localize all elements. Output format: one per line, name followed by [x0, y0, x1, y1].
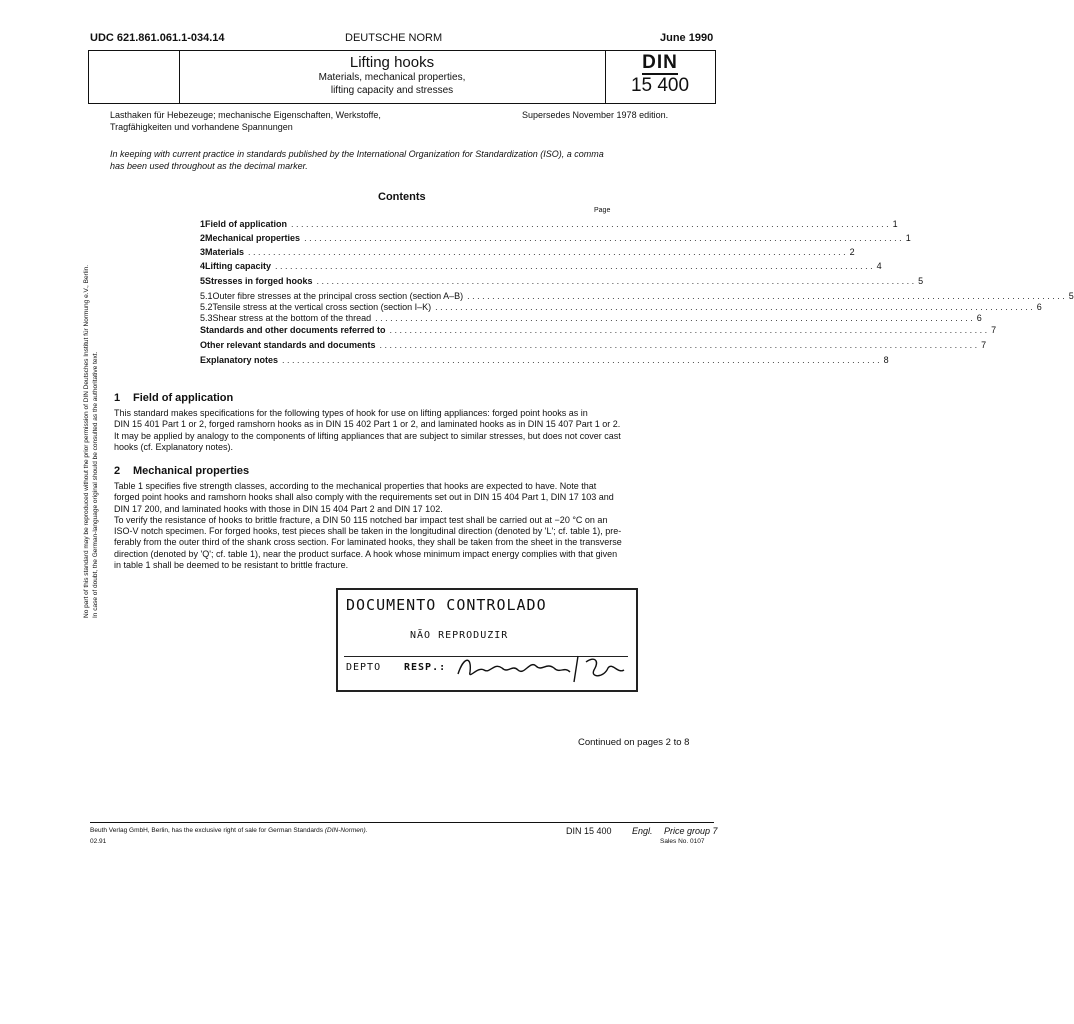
toc-number: 4	[200, 261, 206, 271]
udc-code: UDC 621.861.061.1-034.14	[90, 32, 225, 44]
section-1-body	[114, 408, 714, 453]
body-line: DIN 17 200, and laminated hooks with those in DIN 15 404 Part 2 and DIN 17 102.	[114, 503, 443, 514]
toc-label: Shear stress at the bottom of the thread	[212, 313, 372, 323]
toc-label: Standards and other documents referred to	[200, 325, 386, 335]
toc-label: Mechanical properties	[205, 233, 301, 243]
toc-row	[200, 325, 997, 335]
iso-note-1: In keeping with current practice in standards published by the International Organization for Standardization (ISO), a comma	[110, 149, 604, 159]
section-1-number: 1	[114, 392, 121, 404]
publisher-din-normen: (DIN-Normen).	[324, 827, 368, 834]
publisher-note	[90, 827, 367, 834]
toc-number: 5.2	[200, 302, 213, 312]
iso-note-2: has been used throughout as the decimal marker.	[110, 161, 308, 171]
body-line: hooks (cf. Explanatory notes).	[114, 441, 234, 452]
din-logo: DIN	[642, 52, 678, 73]
toc-page: 6	[976, 313, 982, 323]
toc-label: Other relevant standards and documents	[200, 340, 376, 350]
toc-leader-dots: . . . . . . . . . . . . . . . . . . . . . . . . . . . . . . . . . . . . . . . . . . . . . . . . . . . . . . . . . . . . . . . . . . . . . . . . . . . . . . . . . . . . . . . . . . . . . . . . . . . . . . . . . . . . . . . . . . . . . . . .	[248, 247, 846, 257]
supersedes-note: Supersedes November 1978 edition.	[522, 110, 669, 120]
footer-din-ref: DIN 15 400	[566, 826, 612, 836]
copyright-side-note	[82, 238, 100, 618]
toc-label: Field of application	[205, 219, 288, 229]
body-line: It may be applied by analogy to the components of lifting appliances that are subject to similar stresses, but does not cover cast	[114, 430, 621, 441]
toc-leader-dots: . . . . . . . . . . . . . . . . . . . . . . . . . . . . . . . . . . . . . . . . . . . . . . . . . . . . . . . . . . . . . . . . . . . . . . . . . . . . . . . . . . . . . . . . . . . . . . . . . . . . . . . . . . . . . . . . . . . . . . . .	[275, 261, 873, 271]
document-title: Lifting hooks	[349, 54, 435, 71]
stamp-depto: DEPTO	[346, 662, 382, 673]
footer-language: Engl.	[632, 826, 653, 836]
toc-page: 5	[1068, 291, 1074, 301]
contents-heading: Contents	[378, 191, 426, 203]
stamp-no-reproduce: NÃO REPRODUZIR	[410, 630, 509, 641]
toc-page: 7	[991, 325, 997, 335]
toc-label: Lifting capacity	[205, 261, 272, 271]
section-2-body	[114, 481, 714, 571]
toc-leader-dots: . . . . . . . . . . . . . . . . . . . . . . . . . . . . . . . . . . . . . . . . . . . . . . . . . . . . . . . . . . . . . . . . . . . . . . . . . . . . . . . . . . . . . . . . . . . . . . . . . . . . . . . . . . . . . . . . . . . . . . . .	[379, 340, 978, 350]
toc-row	[200, 313, 982, 323]
footer-price-group: Price group 7	[664, 826, 718, 836]
stamp-title: DOCUMENTO CONTROLADO	[346, 596, 547, 614]
body-line: ISO-V notch specimen. For forged hooks, test pieces shall be taken in the longitudinal direction (denoted by 'L'; cf. table 1), pre-	[114, 526, 622, 537]
body-line: This standard makes specifications for the following types of hook for use on lifting appliances: forged point hooks as in	[114, 408, 588, 418]
footer-code: 02.91	[90, 838, 107, 845]
toc-row	[200, 355, 889, 365]
body-line: DIN 15 401 Part 1 or 2, forged ramshorn hooks as in DIN 15 402 Part 1 or 2, and laminated hooks as in DIN 15 407 Part 1 or 2.	[114, 419, 621, 430]
body-line: ferably from the outer third of the shank cross section. For laminated hooks, they shall be taken from the sheet in the transverse	[114, 537, 622, 548]
toc-page: 1	[892, 219, 898, 229]
body-line: Table 1 specifies five strength classes, according to the mechanical properties that hooks are expected to have. Note that	[114, 481, 597, 491]
din-number: 15 400	[630, 75, 690, 96]
toc-row	[200, 247, 855, 257]
side-note-line-1: No part of this standard may be reproduced without the prior permission of DIN Deutsches Institut für Normung e.V., Berlin.	[83, 264, 90, 618]
continued-note: Continued on pages 2 to 8	[578, 737, 690, 748]
toc-row	[200, 261, 882, 271]
toc-page: 7	[981, 340, 987, 350]
toc-number: 5	[200, 276, 206, 286]
toc-page: 6	[1036, 302, 1042, 312]
section-2-number: 2	[114, 465, 121, 477]
stamp-resp: RESP.:	[404, 662, 447, 673]
document-subtitle-2: lifting capacity and stresses	[330, 85, 454, 96]
toc-row	[200, 340, 987, 350]
publisher-text: Beuth Verlag GmbH, Berlin, has the exclusive right of sale for German Standards	[90, 827, 324, 834]
toc-label: Explanatory notes	[200, 355, 279, 365]
toc-leader-dots: . . . . . . . . . . . . . . . . . . . . . . . . . . . . . . . . . . . . . . . . . . . . . . . . . . . . . . . . . . . . . . . . . . . . . . . . . . . . . . . . . . . . . . . . . . . . . . . . . . . . . . . . . . . . . . . . . . . . . . . .	[304, 233, 902, 243]
toc-page: 1	[905, 233, 911, 243]
footer-sales-number: Sales No. 0107	[660, 838, 705, 845]
toc-number: 3	[200, 247, 206, 257]
toc-leader-dots: . . . . . . . . . . . . . . . . . . . . . . . . . . . . . . . . . . . . . . . . . . . . . . . . . . . . . . . . . . . . . . . . . . . . . . . . . . . . . . . . . . . . . . . . . . . . . . . . . . . . . . . . . . . . . . . . . . . . . . . .	[291, 219, 889, 229]
toc-page: 5	[918, 276, 924, 286]
body-line: To verify the resistance of hooks to brittle fracture, a DIN 50 115 notched bar impact test shall be carried out at −20 °C on an	[114, 514, 608, 525]
toc-leader-dots: . . . . . . . . . . . . . . . . . . . . . . . . . . . . . . . . . . . . . . . . . . . . . . . . . . . . . . . . . . . . . . . . . . . . . . . . . . . . . . . . . . . . . . . . . . . . . . . . . . . . . . . . . . . . . . . . . . . . . . . .	[282, 355, 880, 365]
toc-page: 8	[883, 355, 889, 365]
toc-number: 2	[200, 233, 206, 243]
controlled-document-stamp	[336, 588, 638, 692]
toc-row	[200, 302, 1042, 312]
issue-date: June 1990	[660, 32, 714, 44]
toc-page: 2	[849, 247, 855, 257]
german-title-2: Tragfähigkeiten und vorhandene Spannungen	[110, 122, 293, 132]
toc-label: Materials	[205, 247, 245, 257]
title-box	[88, 50, 716, 104]
toc-leader-dots: . . . . . . . . . . . . . . . . . . . . . . . . . . . . . . . . . . . . . . . . . . . . . . . . . . . . . . . . . . . . . . . . . . . . . . . . . . . . . . . . . . . . . . . . . . . . . . . . . . . . . . . . . . . . . . . . . . . . . . . .	[316, 276, 915, 286]
toc-number: 5.3	[200, 313, 213, 323]
section-1-heading: Field of application	[133, 392, 234, 404]
toc-row	[200, 291, 1074, 301]
toc-label: Outer fibre stresses at the principal cross section (section A–B)	[212, 291, 464, 301]
body-line: direction (denoted by 'Q'; cf. table 1), near the product surface. A hook whose minimum impact energy complies with that given	[114, 548, 618, 559]
body-line: in table 1 shall be deemed to be resistant to brittle fracture.	[114, 560, 349, 571]
side-note-line-2: In case of doubt, the German-language original should be consulted as the authoritative text.	[92, 351, 99, 618]
section-2-heading: Mechanical properties	[133, 465, 250, 477]
norm-label: DEUTSCHE NORM	[345, 32, 443, 44]
german-title-1: Lasthaken für Hebezeuge; mechanische Eigenschaften, Werkstoffe,	[110, 110, 381, 120]
signature-image	[454, 652, 630, 686]
document-subtitle-1: Materials, mechanical properties,	[318, 72, 466, 83]
toc-number: 1	[200, 219, 206, 229]
toc-leader-dots: . . . . . . . . . . . . . . . . . . . . . . . . . . . . . . . . . . . . . . . . . . . . . . . . . . . . . . . . . . . . . . . . . . . . . . . . . . . . . . . . . . . . . . . . . . . . . . . . . . . . . . . . . . . . . . . . . . . . . . . .	[467, 291, 1065, 301]
toc-leader-dots: . . . . . . . . . . . . . . . . . . . . . . . . . . . . . . . . . . . . . . . . . . . . . . . . . . . . . . . . . . . . . . . . . . . . . . . . . . . . . . . . . . . . . . . . . . . . . . . . . . . . . . . . . . . . . . . . . . . . . . . .	[375, 313, 973, 323]
toc-row	[200, 219, 898, 229]
toc-row	[200, 276, 924, 286]
toc-leader-dots: . . . . . . . . . . . . . . . . . . . . . . . . . . . . . . . . . . . . . . . . . . . . . . . . . . . . . . . . . . . . . . . . . . . . . . . . . . . . . . . . . . . . . . . . . . . . . . . . . . . . . . . . . . . . . . . . . . . . . . . .	[389, 325, 988, 335]
toc-row	[200, 233, 911, 243]
toc-label: Stresses in forged hooks	[205, 276, 313, 286]
body-line: forged point hooks and ramshorn hooks shall also comply with the requirements set out in DIN 15 404 Part 1, DIN 17 103 and	[114, 492, 614, 503]
toc-label: Tensile stress at the vertical cross section (section I–K)	[212, 302, 432, 312]
contents-page-label: Page	[594, 207, 611, 214]
toc-leader-dots: . . . . . . . . . . . . . . . . . . . . . . . . . . . . . . . . . . . . . . . . . . . . . . . . . . . . . . . . . . . . . . . . . . . . . . . . . . . . . . . . . . . . . . . . . . . . . . . . . . . . . . . . . . . . . . . . . . . . . . . .	[435, 302, 1033, 312]
toc-number: 5.1	[200, 291, 213, 301]
toc-page: 4	[876, 261, 882, 271]
